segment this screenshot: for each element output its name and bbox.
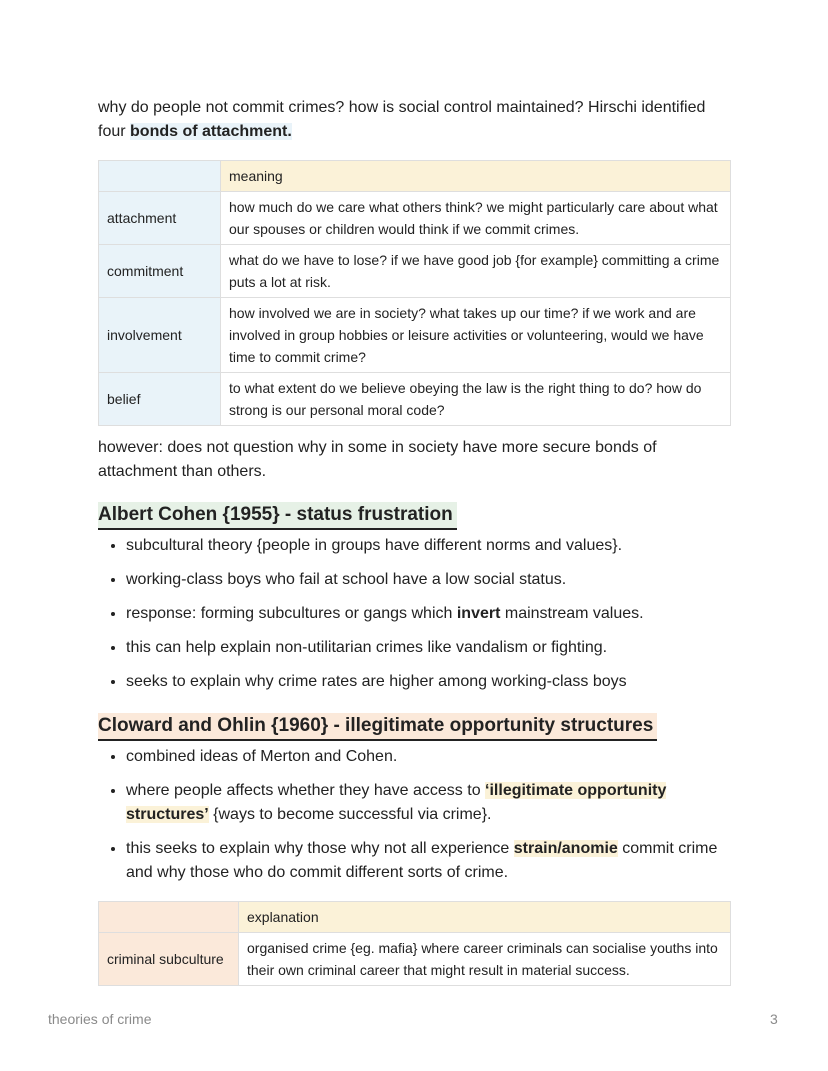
table-header-meaning: meaning (221, 161, 731, 192)
footer-title: theories of crime (48, 1011, 152, 1027)
table-corner-cell (99, 161, 221, 192)
list-item: • this seeks to explain why those why not all experience strain/anomie commit crime and why those who do commit different sorts of crime. (126, 837, 732, 885)
row-label: criminal subculture (99, 933, 239, 986)
row-label: involvement (99, 298, 221, 373)
bonds-table (98, 160, 731, 426)
strain-highlight: strain/anomie (513, 840, 618, 857)
subculture-table (98, 901, 731, 986)
cohen-heading: Albert Cohen {1955} - status frustration (98, 502, 457, 530)
cloward-bullet-list (98, 745, 732, 885)
table-row (99, 933, 731, 986)
row-text: organised crime {eg. mafia} where career criminals can socialise youths into their own criminal career that might result in material success. (239, 933, 731, 986)
row-text: how involved we are in society? what takes up our time? if we work and are involved in group hobbies or leisure activities or volunteering, would we have time to commit crime? (221, 298, 731, 373)
table-row (99, 192, 731, 245)
table-row (99, 245, 731, 298)
table-header-row (99, 902, 731, 933)
table-header-row (99, 161, 731, 192)
row-label: commitment (99, 245, 221, 298)
row-label: belief (99, 373, 221, 426)
list-item: • combined ideas of Merton and Cohen. (126, 745, 732, 769)
list-item: • seeks to explain why crime rates are higher among working-class boys (126, 670, 732, 694)
page-number: 3 (770, 1011, 778, 1027)
cohen-bullet-list (98, 534, 732, 694)
table-row (99, 373, 731, 426)
critique-paragraph: however: does not question why in some in society have more secure bonds of attachment than others. (98, 439, 657, 480)
page-content (98, 96, 732, 986)
list-item: • this can help explain non-utilitarian crimes like vandalism or fighting. (126, 636, 732, 660)
row-label: attachment (99, 192, 221, 245)
ios-highlight: ‘illegitimate opportunity structures’ (126, 782, 667, 823)
list-item: • working-class boys who fail at school have a low social status. (126, 568, 732, 592)
invert-bold: invert (456, 605, 501, 622)
intro-paragraph (98, 96, 732, 144)
table-row (99, 298, 731, 373)
row-text: how much do we care what others think? we might particularly care about what our spouses or children would think if we commit crimes. (221, 192, 731, 245)
row-text: what do we have to lose? if we have good job {for example} committing a crime puts a lot at risk. (221, 245, 731, 298)
intro-text: why do people not commit crimes? how is social control maintained? Hirschi identified four (98, 99, 706, 140)
table-corner-cell (99, 902, 239, 933)
list-item: • subcultural theory {people in groups have different norms and values}. (126, 534, 732, 558)
list-item: • where people affects whether they have access to ‘illegitimate opportunity structures’ {ways to become successful via crime}. (126, 779, 732, 827)
row-text: to what extent do we believe obeying the law is the right thing to do? how do strong is our personal moral code? (221, 373, 731, 426)
cloward-heading: Cloward and Ohlin {1960} - illegitimate opportunity structures (98, 713, 657, 741)
list-item: • response: forming subcultures or gangs which invert mainstream values. (126, 602, 732, 626)
table-header-explanation: explanation (239, 902, 731, 933)
bonds-highlight: bonds of attachment. (130, 123, 292, 140)
